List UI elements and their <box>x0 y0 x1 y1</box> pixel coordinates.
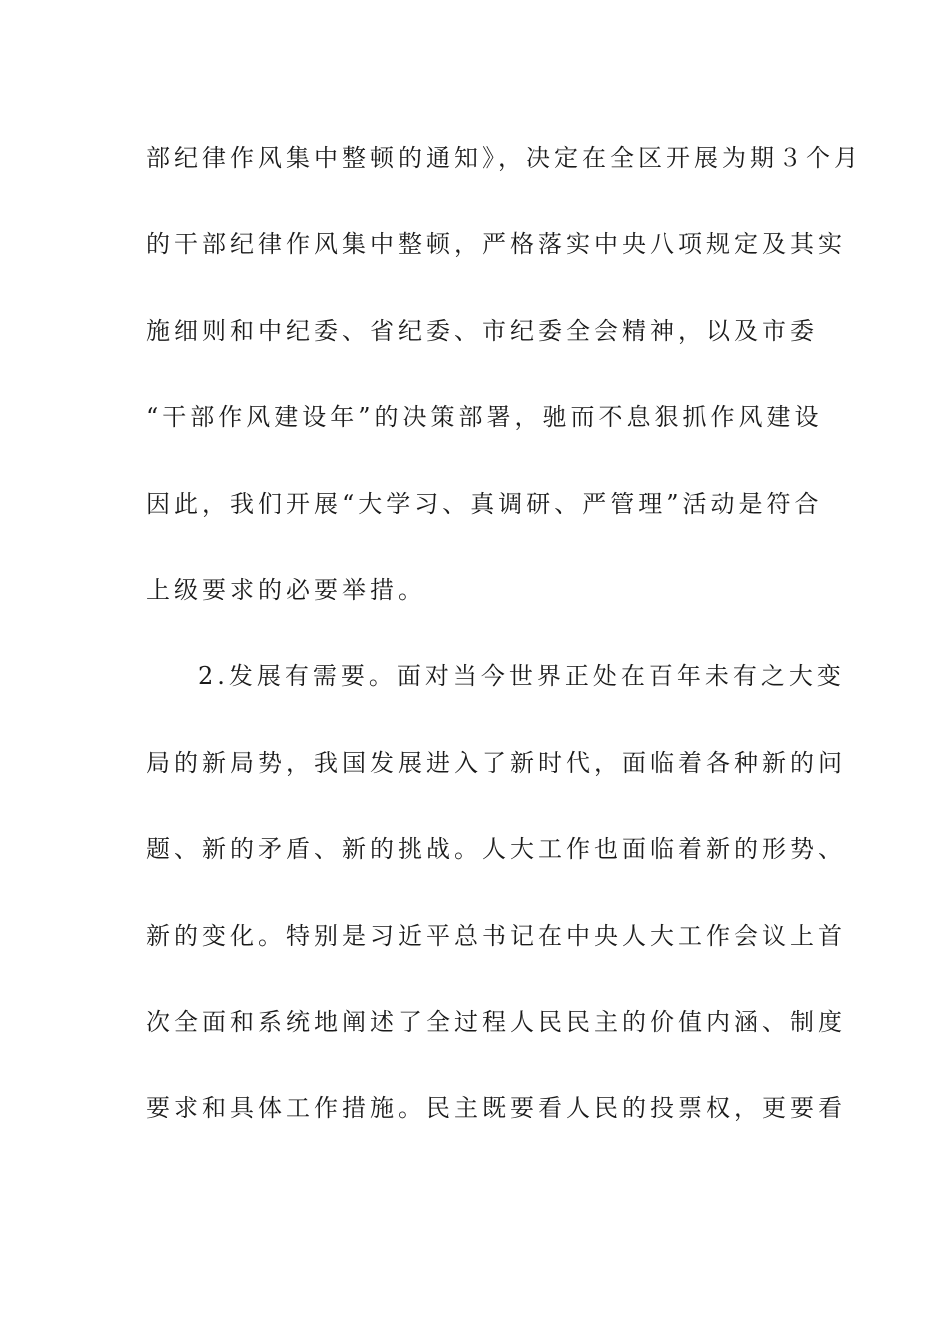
text-line: 局的新局势，我国发展进入了新时代，面临着各种新的问 <box>146 748 846 777</box>
text-line: 题、新的矛盾、新的挑战。人大工作也面临着新的形势、 <box>146 835 846 864</box>
text-line: 次全面和系统地阐述了全过程人民民主的价值内涵、制度 <box>146 1007 846 1036</box>
text-line: 上级要求的必要举措。 <box>146 575 426 604</box>
text-line: “干部作风建设年”的决策部署，驰而不息狠抓作风建设 <box>146 403 823 432</box>
text-line: 因此，我们开展“大学习、真调研、严管理”活动是符合 <box>146 489 823 518</box>
paragraph-start-line: 2.发展有需要。面对当今世界正处在百年未有之大变 <box>198 662 845 691</box>
text-line: 施细则和中纪委、省纪委、市纪委全会精神，以及市委 <box>146 316 818 345</box>
body-text <box>146 130 862 1167</box>
text-line: 新的变化。特别是习近平总书记在中央人大工作会议上首 <box>146 921 846 950</box>
text-line: 部纪律作风集中整顿的通知》，决定在全区开展为期３个月 <box>146 144 862 172</box>
text-line: 要求和具体工作措施。民主既要看人民的投票权，更要看 <box>146 1094 846 1123</box>
text-line: 的干部纪律作风集中整顿，严格落实中央八项规定及其实 <box>146 230 846 259</box>
